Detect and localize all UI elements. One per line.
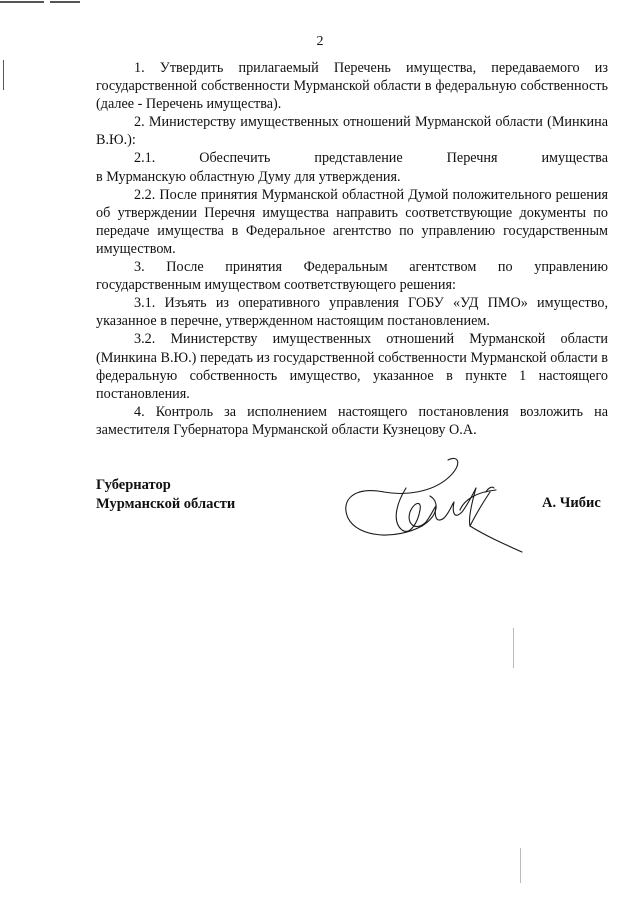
paragraph-2-1: 2.1. Обеспечить представление Перечня имущества [134,150,608,167]
signatory-name: А. Чибис [542,495,601,511]
paragraph-3-1: 3.1. Изъять из оперативного управления ГОБУ «УД ПМО» имущество, указанное в перечне, утвержденном настоящим постановлением. [96,295,608,330]
signatory-title-line-2: Мурманской области [96,495,236,512]
paragraph-2-1-continued: в Мурманскую областную Думу для утверждения. [96,168,401,185]
handwritten-signature [336,452,526,564]
document-body [96,59,608,439]
paragraph-4: 4. Контроль за исполнением настоящего постановления возложить на заместителя Губернатора Мурманской области Кузнецову О.А. [96,403,608,438]
paragraph-1: 1. Утвердить прилагаемый Перечень имущества, передаваемого из государственной собственности Мурманской области в федеральную собственность (далее - Перечень имущества). [96,60,608,113]
scan-artifact-left-edge [3,60,4,90]
paragraph-2-2: 2.2. После принятия Мурманской областной Думой положительного решения об утверждении Перечня имущества направить соответствующие документы по передаче имущества в Федеральное агентство по управлению государственным имуществом. [96,186,608,257]
signatory-title-line-1: Губернатор [96,477,171,493]
page-number: 2 [316,34,324,49]
scan-artifact-top-left [0,1,44,3]
scan-artifact-top-left-2 [50,1,80,3]
paragraph-3: 3. После принятия Федеральным агентством по управлению государственным имуществом соответствующего решения: [96,259,608,294]
scan-artifact-tick [513,628,514,668]
signatory-title [96,476,235,513]
scan-artifact-tick-2 [520,848,521,883]
paragraph-3-2: 3.2. Министерству имущественных отношений Мурманской области (Минкина В.Ю.) передать из государственной собственности Мурманской области в федеральную собственность имущество, указанное в пункте 1 настоящего постановления. [96,331,608,402]
paragraph-2: 2. Министерству имущественных отношений Мурманской области (Минкина В.Ю.): [96,114,608,149]
